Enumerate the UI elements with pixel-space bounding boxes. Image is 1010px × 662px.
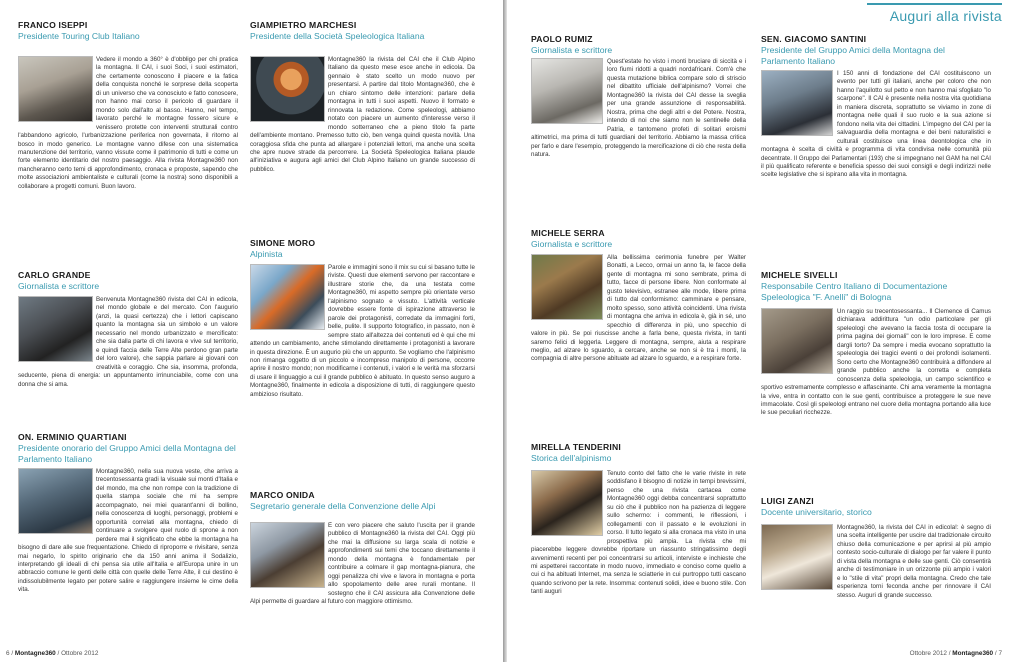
entry-quartiani: [18, 432, 238, 465]
entry-santini: [761, 34, 991, 67]
page-title: Auguri alla rivista: [889, 8, 1002, 24]
entry-text: [250, 522, 475, 640]
entry-text-rumiz: Quest'estate ho visto i monti bruciare di siccità e i loro fiumi ridotti a quadri nordafricani. Com'è che questa mutazione biblica compare solo di striscio nel dibattito ufficiale dell'alpinismo? Vorrei che Montagne360 la rivista del CAI desse la sveglia per una grande assunzione di responsabilità. Nostra, prima che degli altri e del Potere. Nostra, intendo di noi che siamo non le sentinelle della Patria, e tantomeno profeti di solitari eroismi altimetrici, ma prima di tutti guardiani del territorio. Abbiamo la massa critica per farlo e dare l'esempio, proteggendo la mercificazione di ciò che resta della natura.: [531, 58, 746, 158]
author-name: FRANCO ISEPPI: [18, 20, 88, 30]
author-name: MICHELE SERRA: [531, 228, 605, 238]
author-role: Giornalista e scrittore: [531, 45, 613, 55]
entry-onida: [250, 490, 475, 512]
author-role: Presidente Touring Club Italiano: [18, 31, 140, 41]
issue-date: Ottobre 2012: [909, 650, 947, 657]
author-name: CARLO GRANDE: [18, 270, 91, 280]
author-role: Segretario generale della Convenzione delle Alpi: [250, 501, 436, 511]
entry-text: [18, 296, 238, 418]
footer-left: 6 / Montagne360 / Ottobre 2012: [6, 650, 99, 657]
entry-text: [761, 524, 991, 636]
issue-date: Ottobre 2012: [61, 650, 99, 657]
entry-zanzi: [761, 496, 991, 518]
author-name: MARCO ONIDA: [250, 490, 315, 500]
author-name: MICHELE SIVELLI: [761, 270, 838, 280]
entry-text: [531, 58, 746, 190]
entry-text-zanzi: Montagne360, la rivista del CAI in edicola!: è segno di una scelta intelligente per uscire dal tradizionale circuito chiuso della comunicazione e per aprirsi al più ampio contesto socio-culturale di dialogo per far valere il punto di vista della montagna e delle sue genti. Ciò consentirà anche di testimoniare in un orizzonte più ampio i valori e lo "stile di vita" propri della montagna. Credo che tale esperienza torni feconda anche per rinnovare il CAI stesso. Auguri di grande successo.: [837, 524, 991, 599]
entry-text-iseppi: Vedere il mondo a 360° è d'obbligo per chi pratica la montagna. Il CAI, i suoi Soci, i suoi estimatori, che certamente conoscono il piacere e la fatica della conquista nonché le sorprese della scoperta di un universo che va conosciuto e fatto conoscere, non hanno mai corso il pericolo di guardare il mondo solo dall'alto al basso. Hanno, nel tempo, lavorato perché le montagne fossero sicure e venissero protette con interventi strutturali contro l'abbandono agricolo, l'urbanizzazione periferica non governata, il ritorno al bosco in modo generico. Le montagne vanno difese con una sistematica manutenzione del territorio, vanno vissute come il patrimonio di tutti e come un forte elemento identitario del nostro paesaggio. Alla rivista Montagne360 non mancheranno certo temi di approfondimento, cronaca e proposte, sapendo che molte associazioni ambientaliste e culturali (come la nostra) sono disponibili a collaborare a progetti comuni. Buon lavoro.: [18, 56, 238, 190]
author-role: Giornalista e scrittore: [531, 239, 613, 249]
entry-text: [250, 56, 475, 214]
author-name: ON. ERMINIO QUARTIANI: [18, 432, 127, 442]
entry-text: [761, 308, 991, 468]
entry-text: [18, 468, 238, 640]
left-page: [0, 0, 503, 662]
entry-text-onida: È con vero piacere che saluto l'uscita per il grande pubblico di Montagne360 la rivista del CAI. Oggi più che mai la diffusione su larga scala di notizie e approfondimenti sui temi che toccano direttamente il mondo della montagna è fondamentale per contribuire a colmare il gap montagna-pianura, che oggi penalizza chi vive e lavora in montagna e porta allo spopolamento delle aree rurali montane. Il sostegno che il CAI assicura alla Convenzione delle Alpi permette di guardare al futuro con maggiore ottimismo.: [250, 522, 475, 606]
entry-text-santini: I 150 anni di fondazione del CAI costituiscono un evento per tutti gli italiani, anche per coloro che non hanno l'aquilotto sul petto e non hanno mai sfogliato "lo scarpone". Il CAI è presente nella nostra vita quotidiana in maniera discreta, soprattutto se viviamo in zone di montagna nelle quali il suo ruolo e la sua azione si fondono nella vita dei cittadini. L'impegno del CAI per la salvaguardia della montagna e dei beni naturalistici e culturali costituisce una linea deontologica che in montagna è scelta di civiltà e programma di vita condivisa nelle comunità più decentrate. Il Gruppo dei Parlamentari (193) che si impegnano nel GAM ha nel CAI il più qualificato referente e beneficia spesso dei suoi consigli e degli indirizzi nelle scelte legislative che si ispirano alla vita in montagna.: [761, 70, 991, 179]
entry-text-serra: Alla bellissima cerimonia funebre per Walter Bonatti, a Lecco, ormai un anno fa, le facce della gente di montagna mi sono sembrate, prima di tutto, facce di persone libere. Non conformate al gusto televisivo, estranee alle mode, libere prima di tutto dal conformismo: camminare e pensare, molto spesso, sono attività coincidenti. Una rivista di montagna che arriva in edicola è, già in sé, uno specchio di differenza in più, uno specchio di valore in più. Se poi riuscisse anche a farla bene, questa rivista, in tanti saremo felici di leggerla. Leggere di montagna, sempre, aiuta a respirare meglio, ad alzare lo sguardo, a cercare, anche se non si è tra i monti, la compagnia di altre persone abituate ad alzare lo sguardo, e a respirare forte.: [531, 254, 746, 363]
page-number: 6: [6, 650, 10, 657]
entry-text-sivelli: Un raggio su trecentosessanta... Il Clemence di Camus dichiarava addirittura "un odio particolare per gli speleologi che avevano la faccia tosta di occupare la prima pagina dei giornali" con le loro imprese. E come dargli torto? Da sempre i media evocano soprattutto la speleologia dei tragici eventi o dei profondi isolamenti. Sono certo che Montagne360 contribuirà a diffondere al grande pubblico anche la corretta e completa conoscenza della speleologia, un campo scientifico e sportivo estremamente complesso e affascinante. Chi ama veramente la montagna la vive, entra in contatto con le sue genti, contribuisce a proteggere le sue neve immacolate. Così gli speleologi entrano nel cuore della montagna portando alla luce le sue peculiari ricchezze.: [761, 308, 991, 417]
entry-text-moro: Parole e immagini sono il mix su cui si basano tutte le riviste. Questi due elementi servono per raccontare e illustrare storie che, da una testata come Montagne360, mi aspetto sempre più orientate verso l'alpinismo sognato e vissuto. L'attività verticale dovrebbe essere fonte di ispirazione attraverso le parole dei protagonisti, corredate da immagini forti, belle, pulite. Il supporto fotografico, in passato, non è sempre stato all'altezza dei contenuti ed è qui che mi attendo un cambiamento, anche stimolando direttamente i protagonisti a lavorare in questa direzione. È un augurio più che un appunto. Se vogliamo che l'alpinismo non rimanga oggetto di un piccolo e incompreso manipolo di persone, occorre aprire il nostro mondo; non modificarne i contenuti, i valori e le verità ma sforzarsi di usare il linguaggio a cui il grande pubblico è abituato. In questo senso auguro a Montagne360, finalmente in edicola a disposizione di tutti, di raggiungere questo ambizioso risultato.: [250, 264, 475, 398]
footer-right: Ottobre 2012 / Montagne360 / 7: [909, 650, 1002, 657]
author-role: Docente universitario, storico: [761, 507, 872, 517]
page-number: 7: [998, 650, 1002, 657]
entry-marchesi: [250, 20, 475, 42]
entry-tenderini: [531, 442, 746, 464]
author-name: SEN. GIACOMO SANTINI: [761, 34, 867, 44]
entry-sivelli: [761, 270, 991, 303]
entry-text-marchesi: Montagne360 la rivista del CAI che il Club Alpino Italiano da questo mese esce anche in edicola. Da gennaio è stato scelto un modo nuovo per presentarsi. A partire dal titolo Montagne360, che è un chiaro sintomo delle intenzioni: parlare della montagna in tutti i suoi aspetti. Nuovo il formato e rinnovata la redazione. Come speleologi, abbiamo notato con piacere un aumento d'interesse verso il mondo sotterraneo che a pieno titolo fa parte dell'ambiente montano. Premesso tutto ciò, ben venga quindi questa novità. Una coraggiosa sfida che punta ad allargare i potenziali lettori, ma anche una scelta che apre nuove strade da percorrere. La Società Speleologica Italiana plaude all'iniziativa e augura agli amici del Club Alpino Italiano un grande successo di pubblico.: [250, 56, 475, 173]
author-role: Presidente onorario del Gruppo Amici della Montagna del Parlamento Italiano: [18, 443, 236, 464]
entry-text: [531, 470, 746, 642]
author-name: LUIGI ZANZI: [761, 496, 814, 506]
header-rule: [867, 3, 1002, 5]
entry-text-quartiani: Montagne360, nella sua nuova veste, che arriva a trecentosessanta gradi la visuale sui monti d'Italia e del mondo, ma che non rompe con la tradizione di quella stampa sociale che mi ha sempre accompagnato, nei miei quarant'anni di bollino, nella conoscenza di luoghi, personaggi, problemi e opportunità correlati alla montagna, chiedo di continuare a svolgere quel ruolo di sprone a non perdere mai il significato che ebbe la montagna ha bisogno di dare alle sue frequentazione. Chiedo di riproporre e rivisitare, senza mai negarlo, lo spirito originario che da 150 anni anima il Sodalizio, interpretando gli ideali di chi pensa sia utile all'Italia e all'Europa unire in un abbraccio comune le genti delle città con quelle delle Terre Alte, il cui destino è indissolubilmente legato per potere salire e raggiungere insieme le cime della vita.: [18, 468, 238, 594]
magazine-name: Montagne360: [952, 650, 994, 657]
magazine-name: Montagne360: [14, 650, 56, 657]
right-page: [507, 0, 1010, 662]
author-name: MIRELLA TENDERINI: [531, 442, 621, 452]
entry-text-grande: Benvenuta Montagne360 rivista del CAI in edicola, nel mondo globale e del mercato. Con l'augurio (anzi, la quasi certezza) che i lettori capiscano quanto la montagna sia un simbolo e un valore necessario nel mondo urbanizzato e mercificato: che sia dalla parte di chi lavora e vive sul territorio, e quindi faccia delle Terre Alte perdono gran parte del loro valore), che sappia parlare ai giovani con creatività e coraggio. Che sia, insomma, profonda, seducente, piena di energia: un appuntamento irrinunciabile, come con una donna che si ama.: [18, 296, 238, 388]
entry-text-tenderini: Tenuto conto del fatto che le varie riviste in rete soddisfano il bisogno di notizie in tempi brevissimi, penso che una rivista cartacea come Montagne360 oggi debba concentrarsi soprattutto su ciò che il pubblico non ha pazienza di leggere sullo schermo: i commenti, le riflessioni, i collegamenti con il passato e le evoluzioni in corso. Il tutto legato si alla cronaca ma visto in una prospettiva più ampia. La rivista che mi piacerebbe leggere dovrebbe riportare un riassunto stringatissimo degli avvenimenti recenti per poi concentrarsi su articoli, interviste e inchieste che mi aspetterei raccontate in modo nuovo, immediato e conciso come quello a cui ci ha abituati Internet, ma senza le sciatterie in cui purtroppo tutti cascano quando scrivono per la rete. Insomma: contenuti solidi, idee e buono stile. Con tanti auguri: [531, 470, 746, 596]
author-role: Giornalista e scrittore: [18, 281, 100, 291]
entry-iseppi: [18, 20, 238, 42]
entry-text: [531, 254, 746, 406]
entry-text: [761, 70, 991, 232]
author-name: SIMONE MORO: [250, 238, 316, 248]
author-name: GIAMPIETRO MARCHESI: [250, 20, 357, 30]
author-role: Responsabile Centro Italiano di Documentazione Speleologica "F. Anelli" di Bologna: [761, 281, 948, 302]
author-name: PAOLO RUMIZ: [531, 34, 593, 44]
author-role: Storica dell'alpinismo: [531, 453, 612, 463]
entry-serra: [531, 228, 746, 250]
entry-moro: [250, 238, 475, 260]
entry-text: [250, 264, 475, 462]
author-role: Presidente della Società Speleologica Italiana: [250, 31, 425, 41]
entry-rumiz: [531, 34, 746, 56]
entry-text: [18, 56, 238, 252]
author-role: Presidente del Gruppo Amici della Montagna del Parlamento Italiano: [761, 45, 945, 66]
entry-grande: [18, 270, 238, 292]
author-role: Alpinista: [250, 249, 283, 259]
